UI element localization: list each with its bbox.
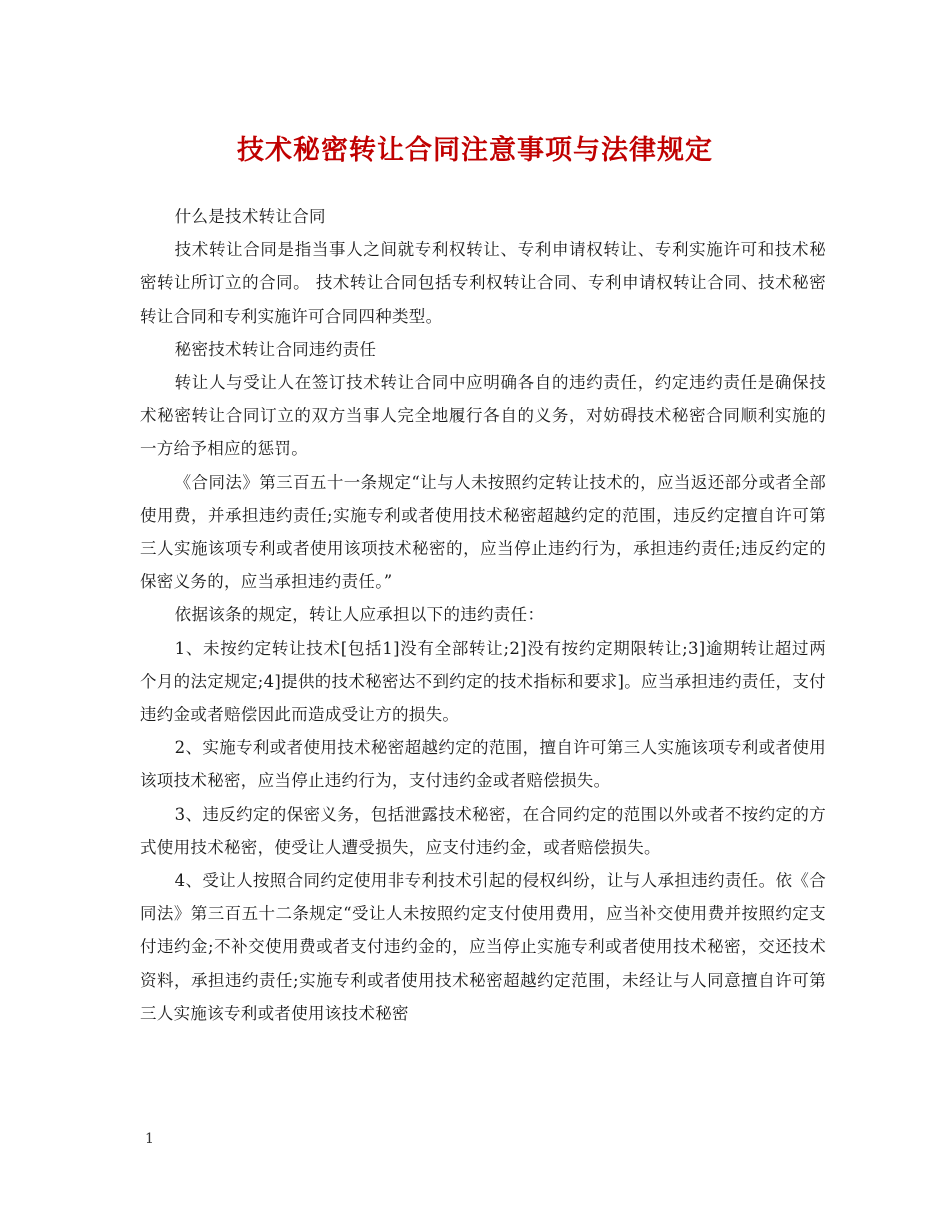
document-body [140,200,826,1030]
page-number: 1 [145,1131,154,1147]
section-heading: 秘密技术转让合同违约责任 [174,339,377,359]
list-item: 2、实施专利或者使用技术秘密超越约定的范围，擅自许可第三人实施该项专利或者使用该项技术秘密，应当停止违约行为，支付违约金或者赔偿损失。 [140,738,826,791]
paragraph: 依据该条的规定，转让人应承担以下的违约责任： [174,605,545,625]
paragraph: 转让人与受让人在签订技术转让合同中应明确各自的违约责任，约定违约责任是确保技术秘密转让合同订立的双方当事人完全地履行各自的义务，对妨碍技术秘密合同顺利实施的一方给予相应的惩罚。 [140,373,826,459]
document-title: 技术秘密转让合同注意事项与法律规定 [237,135,713,166]
section-heading: 什么是技术转让合同 [174,207,326,226]
list-item: 3、违反约定的保密义务，包括泄露技术秘密，在合同约定的范围以外或者不按约定的方式使用技术秘密，使受让人遭受损失，应支付违约金，或者赔偿损失。 [140,804,826,857]
list-item: 1、未按约定转让技术[包括1]没有全部转让;2]没有按约定期限转让;3]逾期转让超过两个月的法定规定;4]提供的技术秘密达不到约定的技术指标和要求]。应当承担违约责任，支付违约金或者赔偿因此而造成受让方的损失。 [140,638,826,725]
paragraph: 《合同法》第三百五十一条规定“让与人未按照约定转让技术的，应当返还部分或者全部使用费，并承担违约责任;实施专利或者使用技术秘密超越约定的范围，违反约定擅自许可第三人实施该项专利或者使用该项技术秘密的，应当停止违约行为，承担违约责任;违反约定的保密义务的，应当承担违约责任。” [140,472,826,592]
paragraph: 技术转让合同是指当事人之间就专利权转让、专利申请权转让、专利实施许可和技术秘密转让所订立的合同。 技术转让合同包括专利权转让合同、专利申请权转让合同、技术秘密转让合同和专利实施许可合同四种类型。 [140,240,826,326]
list-item: 4、受让人按照合同约定使用非专利技术引起的侵权纠纷，让与人承担违约责任。依《合同法》第三百五十二条规定“受让人未按照约定支付使用费用，应当补交使用费并按照约定支付违约金;不补交使用费或者支付违约金的，应当停止实施专利或者使用技术秘密，交还技术资料，承担违约责任;实施专利或者使用技术秘密超越约定范围，未经让与人同意擅自许可第三人实施该专利或者使用该技术秘密 [140,871,826,1023]
